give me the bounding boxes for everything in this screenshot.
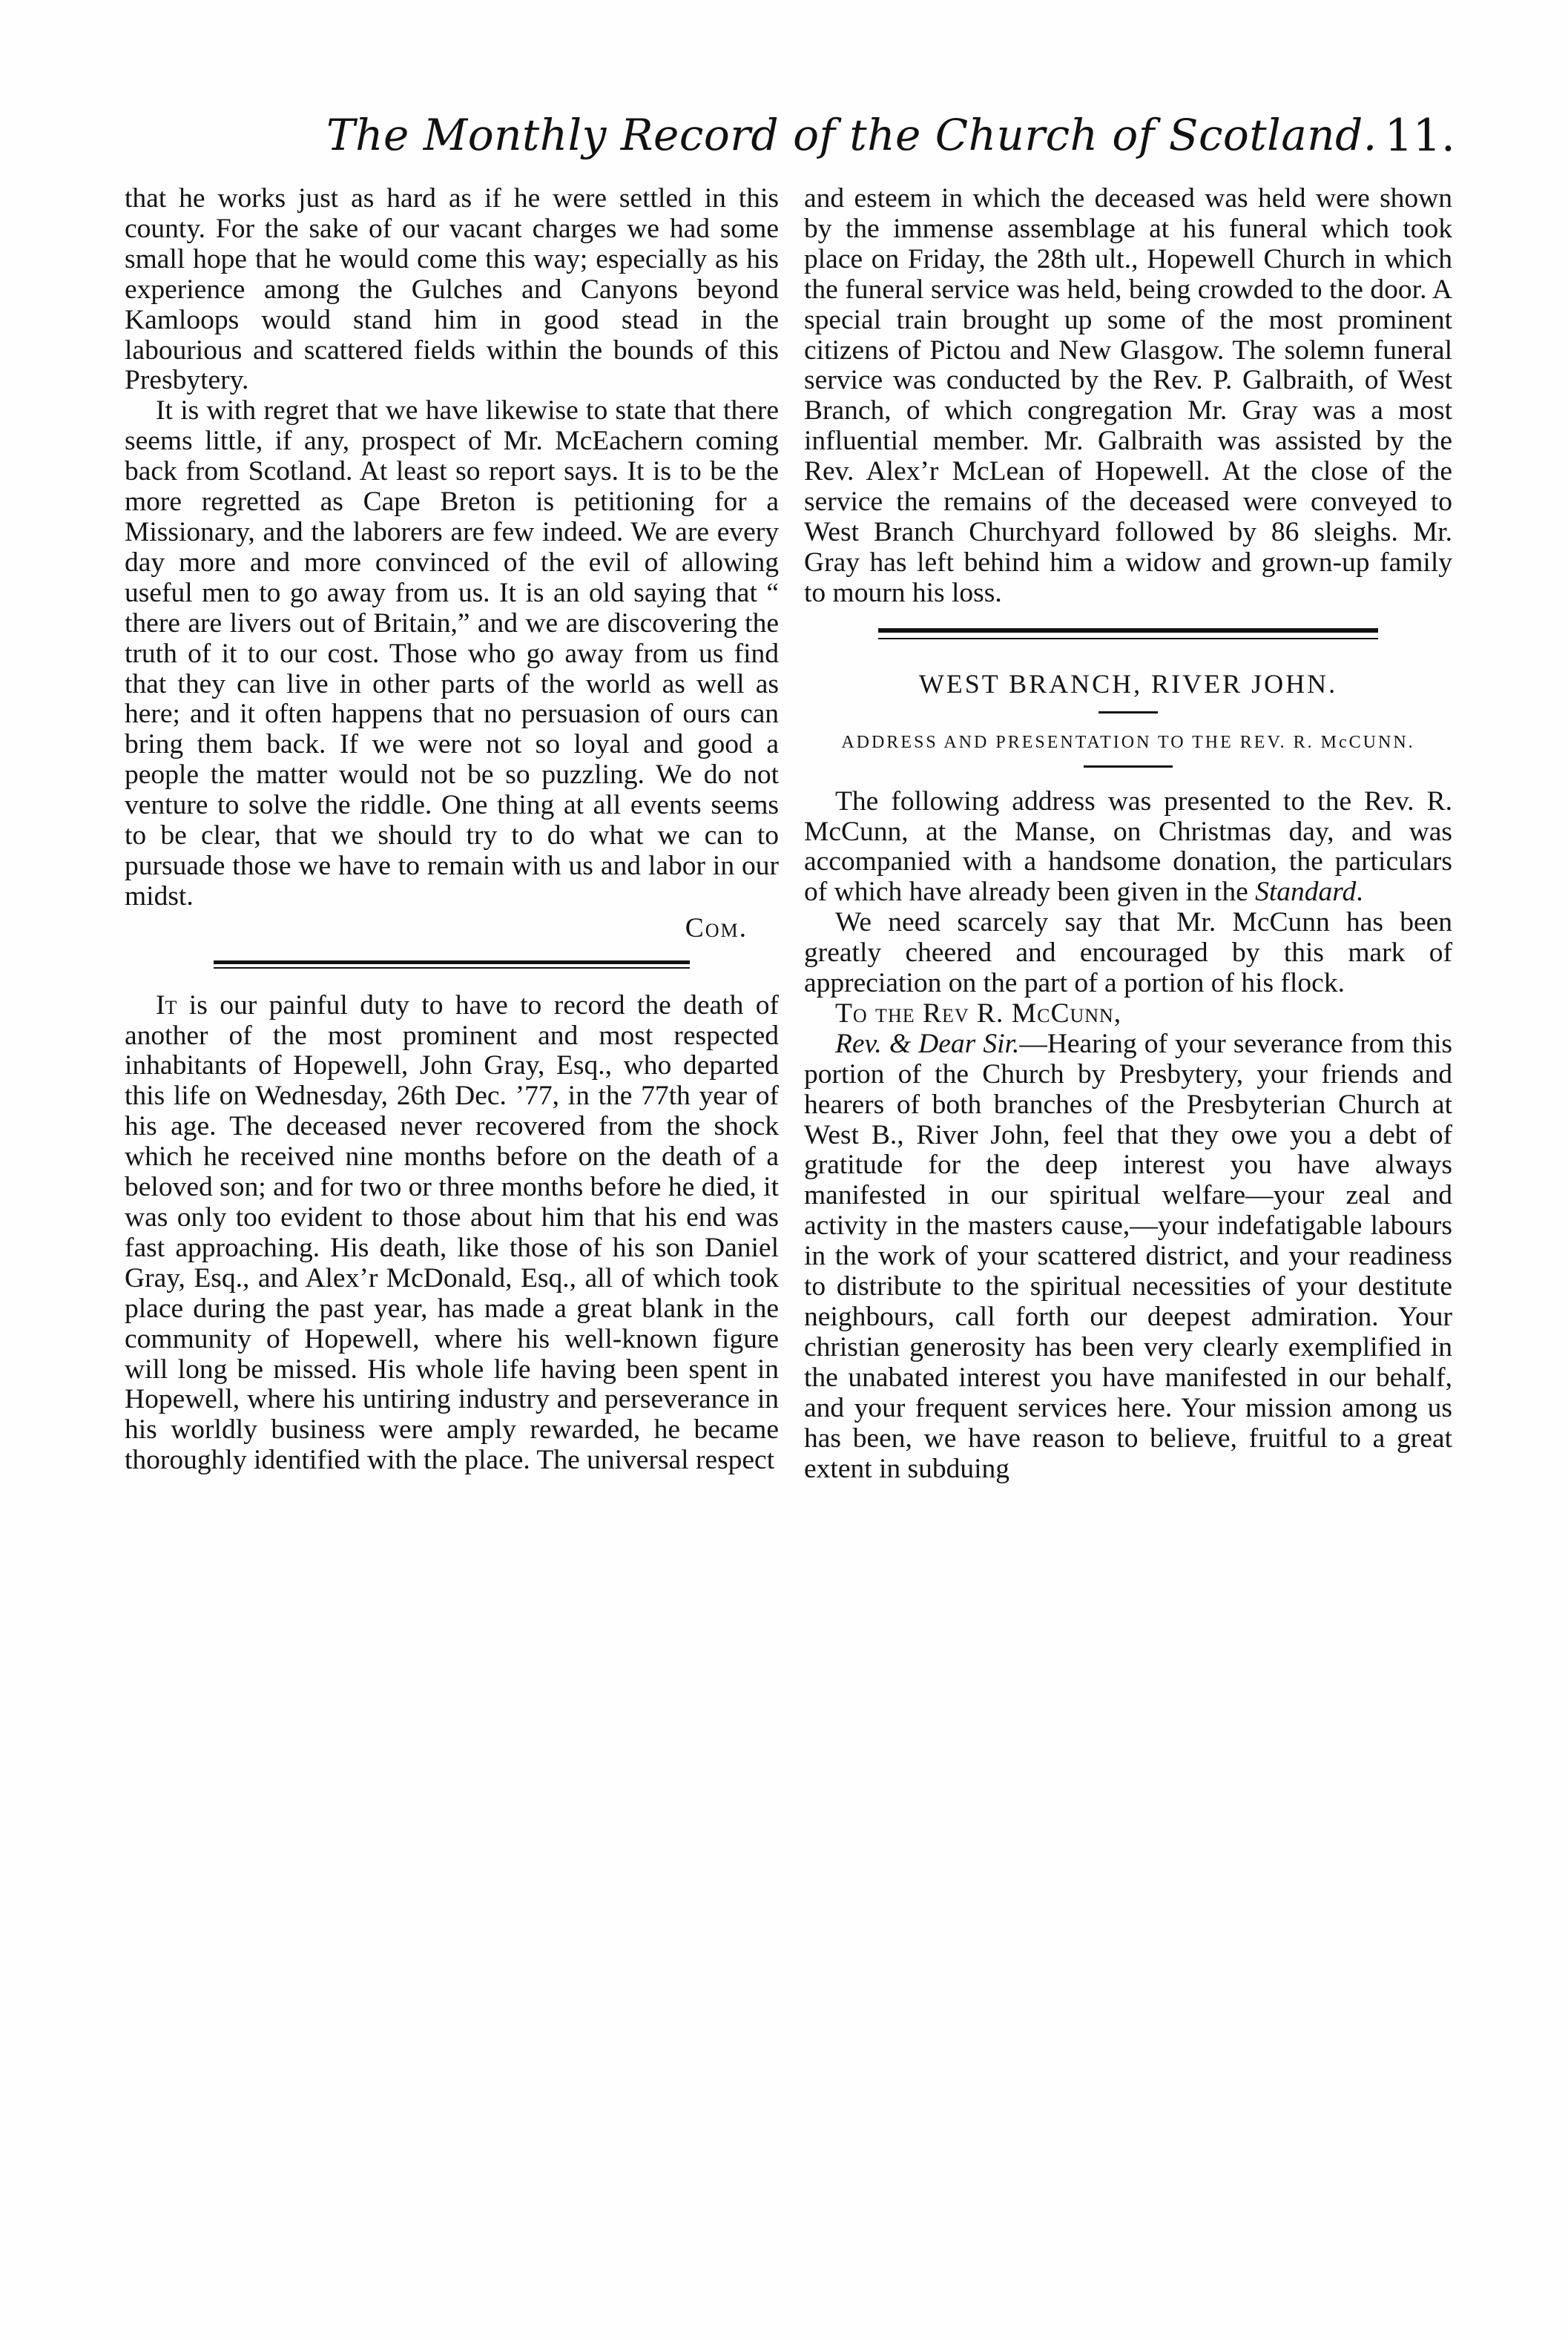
paragraph-text: The following address was presented to the Rev. R. McCunn, at the Manse, on Christmas day, and was accompanied with a handsome donation, the particulars of which have already been given in the — [804, 785, 1452, 908]
newspaper-name: Standard — [1255, 877, 1357, 908]
section-subheading: ADDRESS AND PRESENTATION TO THE REV. R. McCUNN. — [841, 732, 1415, 752]
address-opening: Rev. & Dear Sir. — [835, 1028, 1020, 1059]
paragraph-text: —Hearing of your severance from this portion of the Church by Presbytery, your friends and hearers of both branches of the Presbyterian Church at West B., River John, feel that they owe you a debt of gratitude for the deep interest you have always manifested in our spiritual welfare—your zeal and activity in the masters cause,—your indefatigable labours in the work of your scattered district, and your readiness to distribute to the spiritual necessities of your destitute neighbours, call forth our deepest admiration. Your christian generosity has been very clearly exemplified in the unabated interest you have manifested in our behalf, and your frequent services here. Your mission among us has been, we have reason to believe, fruitful to a great extent in subduing — [804, 1028, 1452, 1484]
paragraph: It is with regret that we have likewise to state that there seems little, if any, prospect of Mr. McEachern coming back from Scotland. At least so report says. It is to be the more regretted as Cape Breton is petitioning for a Missionary, and the laborers are few indeed. We are every day more and more convinced of the evil of allowing useful men to go away from us. It is an old saying that “ there are livers out of Britain,” and we are discovering the truth of it to our cost. Those who go away from us find that they can live in other parts of the world as well as here; and it often happens that no persuasion of ours can bring them back. If we were not so loyal and good a people the matter would not be so puzzling. We do not venture to solve the riddle. One thing at all events seems to be clear, that we should try to do what we can to pursuade those we have to remain with us and labor in our midst. — [125, 395, 779, 912]
signature: Com. — [685, 912, 748, 943]
paragraph-text: . — [1356, 877, 1363, 908]
address-paragraph — [804, 1029, 1452, 1485]
running-header-title: The Monthly Record of the Church of Scotland. — [326, 110, 1377, 160]
paragraph: that he works just as hard as if he were settled in this county. For the sake of our vacant charges we had some small hope that he would come this way; especially as his experience among the Gulches and Canyons beyond Kamloops would stand him in good stead in the labourious and scattered fields within the bounds of this Presbytery. — [125, 183, 779, 396]
initial-letters: It — [156, 989, 177, 1021]
section-heading: WEST BRANCH, RIVER JOHN. — [918, 668, 1338, 699]
paragraph: We need scarcely say that Mr. McCunn has been greatly cheered and encouraged by this mark of appreciation on the part of a portion of his flock. — [804, 907, 1452, 999]
paragraph-text: is our painful duty to have to record the death of another of the most prominent and most respected inhabitants of Hopewell, John Gray, Esq., who departed this life on Wednesday, 26th Dec. ’77, in the 77th year of his age. The deceased never recovered from the shock which he received nine months before on the death of a beloved son; and for two or three months before he died, it was only too evident to those about him that his end was fast approaching. His death, like those of his son Daniel Gray, Esq., and Alex’r McDonald, Esq., all of which took place during the past year, has made a great blank in the community of Hopewell, where his well-known figure will long be missed. His whole life having been spent in Hopewell, where his untiring industry and perseverance in his worldly business were amply rewarded, he became thoroughly identified with the place. The universal respect — [125, 989, 779, 1476]
obituary-paragraph — [125, 991, 779, 1477]
page-number: 11. — [1384, 110, 1455, 162]
section-divider — [878, 628, 1378, 639]
section-divider — [214, 960, 690, 969]
address-salutation: To the Rev R. McCunn, — [835, 998, 1122, 1029]
subheading-rule — [1084, 765, 1173, 768]
left-column — [125, 184, 779, 1476]
heading-rule — [1098, 711, 1158, 713]
right-column — [804, 184, 1452, 1484]
paragraph — [804, 787, 1452, 909]
paragraph: and esteem in which the deceased was held were shown by the immense assemblage at his funeral which took place on Friday, the 28th ult., Hopewell Church in which the funeral service was held, being crowded to the door. A special train brought up some of the most prominent citizens of Pictou and New Glasgow. The solemn funeral service was conducted by the Rev. P. Galbraith, of West Branch, of which congregation Mr. Gray was a most influential member. Mr. Galbraith was assisted by the Rev. Alex’r McLean of Hopewell. At the close of the service the remains of the deceased were conveyed to West Branch Churchyard followed by 86 sleighs. Mr. Gray has left behind him a widow and grown-up family to mourn his loss. — [804, 183, 1452, 608]
